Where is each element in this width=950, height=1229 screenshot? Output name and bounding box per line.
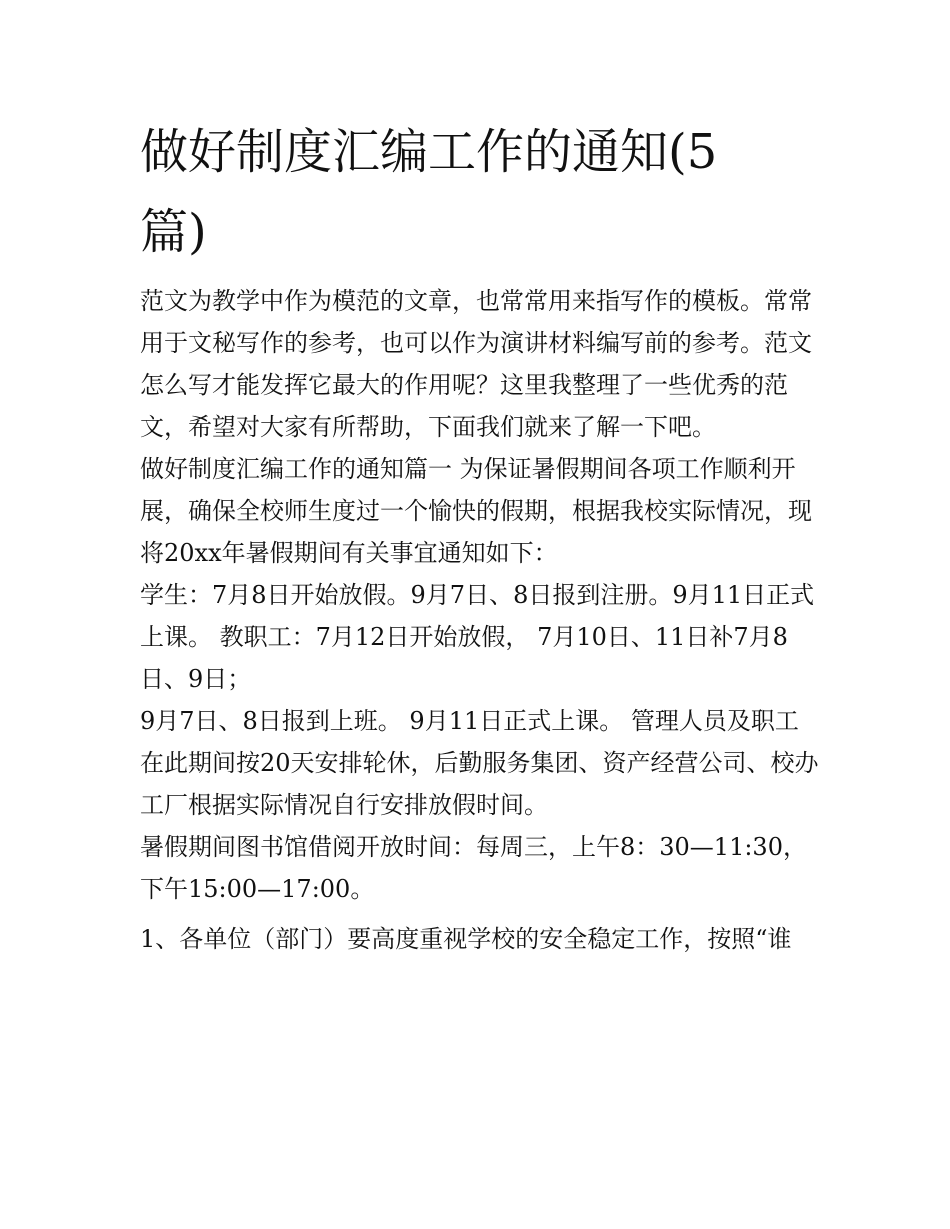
intro-paragraph: 范文为教学中作为模范的文章，也常常用来指写作的模板。常常用于文秘写作的参考，也可以作为演讲材料编写前的参考。范文怎么写才能发挥它最大的作用呢？这里我整理了一些优秀的范文，希望对大家有所帮助，下面我们就来了解一下吧。 xyxy=(140,287,812,441)
library-hours-paragraph: 暑假期间图书馆借阅开放时间：每周三，上午8：30—11:30，下午15:00—17:00。 xyxy=(140,833,807,903)
document-body xyxy=(140,280,820,960)
document-title: 做好制度汇编工作的通知(5篇) xyxy=(140,124,718,260)
paragraph-spacer xyxy=(140,910,820,918)
safety-paragraph: 1、各单位（部门）要高度重视学校的安全稳定工作，按照“谁 xyxy=(140,925,792,953)
notice-paragraph: 做好制度汇编工作的通知篇一 为保证暑假期间各项工作顺利开展，确保全校师生度过一个愉快的假期，根据我校实际情况，现将20xx年暑假期间有关事宜通知如下： xyxy=(140,455,812,567)
staff-paragraph: 9月7日、8日报到上班。 9月11日正式上课。 管理人员及职工在此期间按20天安排轮休，后勤服务集团、资产经营公司、校办工厂根据实际情况自行安排放假时间。 xyxy=(140,707,819,819)
schedule-paragraph: 学生：7月8日开始放假。9月7日、8日报到注册。9月11日正式上课。 教职工：7月12日开始放假， 7月10日、11日补7月8日、9日； xyxy=(140,581,815,693)
